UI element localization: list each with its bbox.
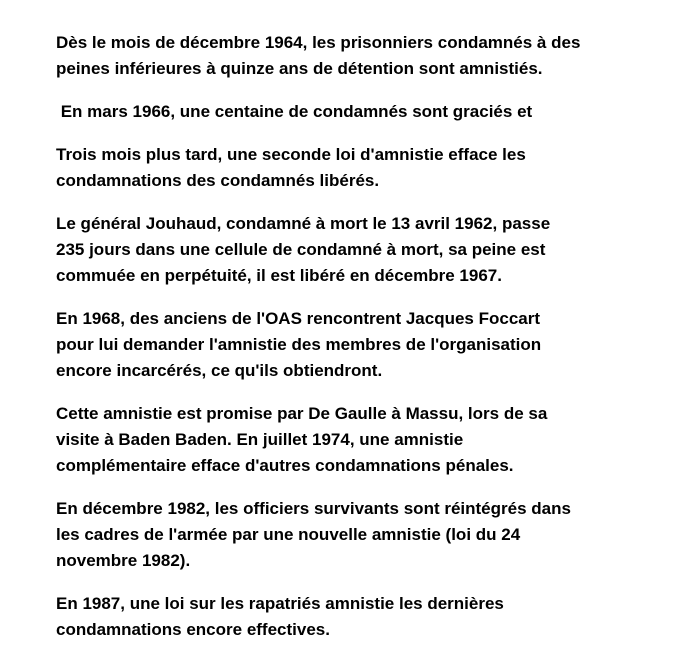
paragraph-general-jouhaud — [56, 211, 656, 289]
text-line: les cadres de l'armée par une nouvelle amnistie (loi du 24 — [56, 525, 521, 544]
text-line: En 1987, une loi sur les rapatriés amnistie les dernières — [56, 594, 504, 613]
text-line: Dès le mois de décembre 1964, les prisonniers condamnés à des — [56, 33, 581, 52]
text-line: En décembre 1982, les officiers survivants sont réintégrés dans — [56, 499, 571, 518]
text-line: complémentaire efface d'autres condamnations pénales. — [56, 456, 514, 475]
document-body — [56, 30, 656, 660]
text-line: peines inférieures à quinze ans de détention sont amnistiés. — [56, 59, 543, 78]
paragraph-repatriates-law-1987 — [56, 591, 656, 643]
text-line: Le général Jouhaud, condamné à mort le 13 avril 1962, passe — [56, 214, 551, 233]
paragraph-baden-baden-1974 — [56, 401, 656, 479]
text-line: visite à Baden Baden. En juillet 1974, une amnistie — [56, 430, 464, 449]
paragraph-amnesty-1964 — [56, 30, 656, 82]
paragraph-reinstatement-1982 — [56, 496, 656, 574]
text-line: novembre 1982). — [56, 551, 191, 570]
text-line: pour lui demander l'amnistie des membres de l'organisation — [56, 335, 542, 354]
text-line: condamnations encore effectives. — [56, 620, 330, 639]
text-line: En mars 1966, une centaine de condamnés sont graciés et — [56, 102, 533, 121]
paragraph-pardons-1966 — [56, 99, 656, 125]
text-line: condamnations des condamnés libérés. — [56, 171, 380, 190]
paragraph-second-amnesty-law — [56, 142, 656, 194]
text-line: commuée en perpétuité, il est libéré en décembre 1967. — [56, 266, 502, 285]
text-line: Trois mois plus tard, une seconde loi d'amnistie efface les — [56, 145, 526, 164]
text-line: En 1968, des anciens de l'OAS rencontrent Jacques Foccart — [56, 309, 541, 328]
text-line: encore incarcérés, ce qu'ils obtiendront. — [56, 361, 383, 380]
text-line: Cette amnistie est promise par De Gaulle à Massu, lors de sa — [56, 404, 548, 423]
paragraph-oas-foccart-1968 — [56, 306, 656, 384]
text-line: 235 jours dans une cellule de condamné à mort, sa peine est — [56, 240, 546, 259]
